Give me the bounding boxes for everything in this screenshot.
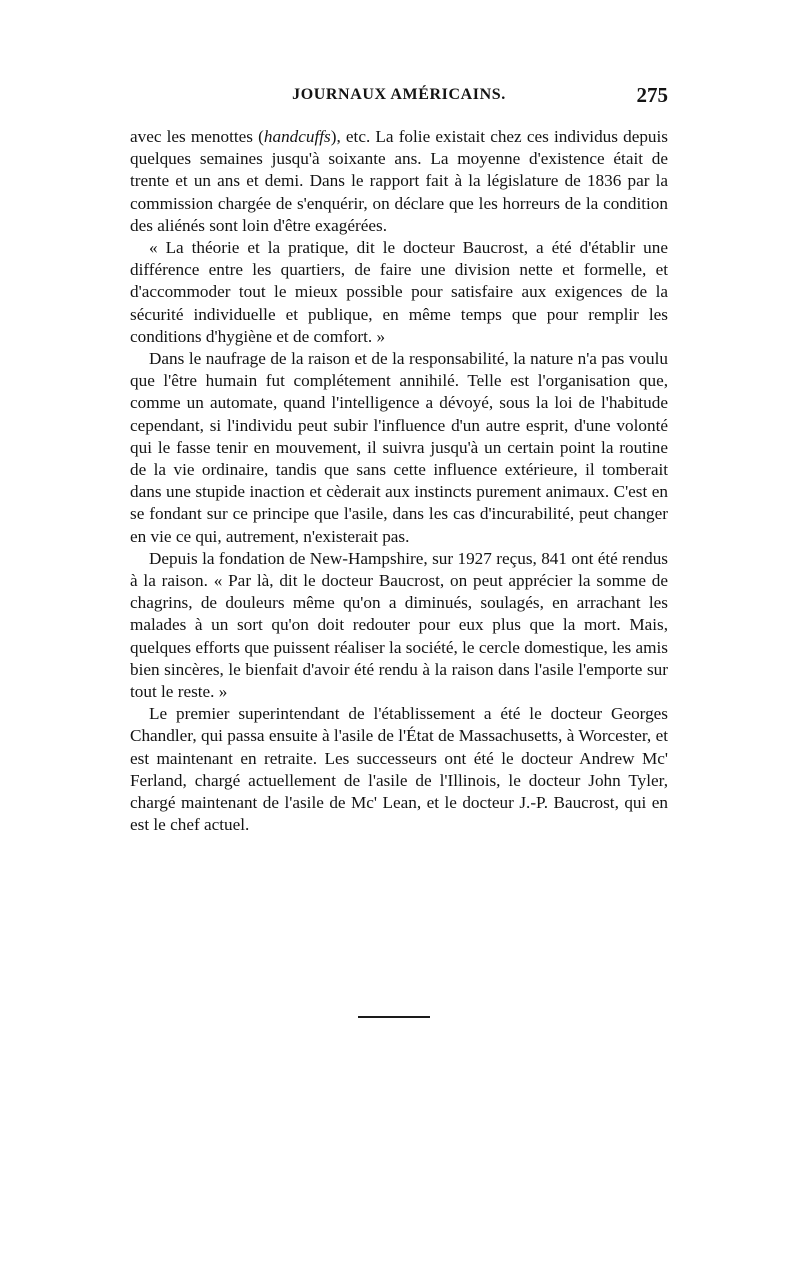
paragraph-3: Dans le naufrage de la raison et de la responsabilité, la nature n'a pas voulu que l'être humain fut complétement annihilé. Telle est l'organisation que, comme un automate, quand l'intelligence a dévoyé, sous la loi de l'habitude cependant, si l'individu peut subir l'influence d'un autre esprit, d'une volonté qui le fasse tenir en mouvement, il suivra jusqu'à un certain point la routine de la vie ordinaire, tandis que sans cette influence extérieure, il tomberait dans une stupide inaction et cèderait aux instincts purement animaux. C'est en se fondant sur ce principe que l'asile, dans les cas d'incurabilité, peut changer en vie ce qui, autrement, n'existerait pas. [130, 349, 668, 546]
page-number: 275 [636, 83, 668, 107]
paragraph-4: Depuis la fondation de New-Hampshire, sur 1927 reçus, 841 ont été rendus à la raison. « Par là, dit le docteur Baucrost, on peut apprécier la somme de chagrins, de douleurs même qu'on a diminués, soulagés, en arrachant les malades à un sort qu'on doit redouter pour eux plus que la mort. Mais, quelques efforts que puissent réaliser la société, le cercle domestique, les amis bien sincères, le bienfait d'avoir été rendu à la raison dans l'asile l'emporte sur tout le reste. » [130, 548, 668, 702]
paragraph-1-start: avec les menottes ( [130, 127, 264, 146]
running-header [130, 83, 668, 116]
body-text [130, 126, 668, 837]
section-divider [358, 1016, 430, 1018]
running-title: JOURNAUX AMÉRICAINS. [292, 86, 506, 103]
paragraph-1 [130, 126, 668, 237]
paragraph-1-rest: ), etc. La folie existait chez ces individus depuis quelques semaines jusqu'à soixante ans. La moyenne d'existence était de trente et un ans et demi. Dans le rapport fait à la législature de 1836 par la commission chargée de s'enquérir, on déclare que les horreurs de la condition des aliénés sont loin d'être exagérées. [130, 127, 668, 235]
italic-term: handcuffs [263, 127, 331, 146]
paragraph-5: Le premier superintendant de l'établissement a été le docteur Georges Chandler, qui passa ensuite à l'asile de l'État de Massachusetts, à Worcester, et est maintenant en retraite. Les successeurs ont été le docteur Andrew Mc' Ferland, chargé actuellement de l'asile de l'Illinois, le docteur John Tyler, chargé maintenant de l'asile de Mc' Lean, et le docteur J.-P. Baucrost, qui en est le chef actuel. [130, 704, 668, 835]
paragraph-2: « La théorie et la pratique, dit le docteur Baucrost, a été d'établir une différence entre les quartiers, de faire une division nette et formelle, et d'accommoder tout le mieux possible pour satisfaire aux exigences de la sécurité individuelle et publique, en même temps que pour remplir les conditions d'hygiène et de comfort. » [130, 238, 668, 346]
